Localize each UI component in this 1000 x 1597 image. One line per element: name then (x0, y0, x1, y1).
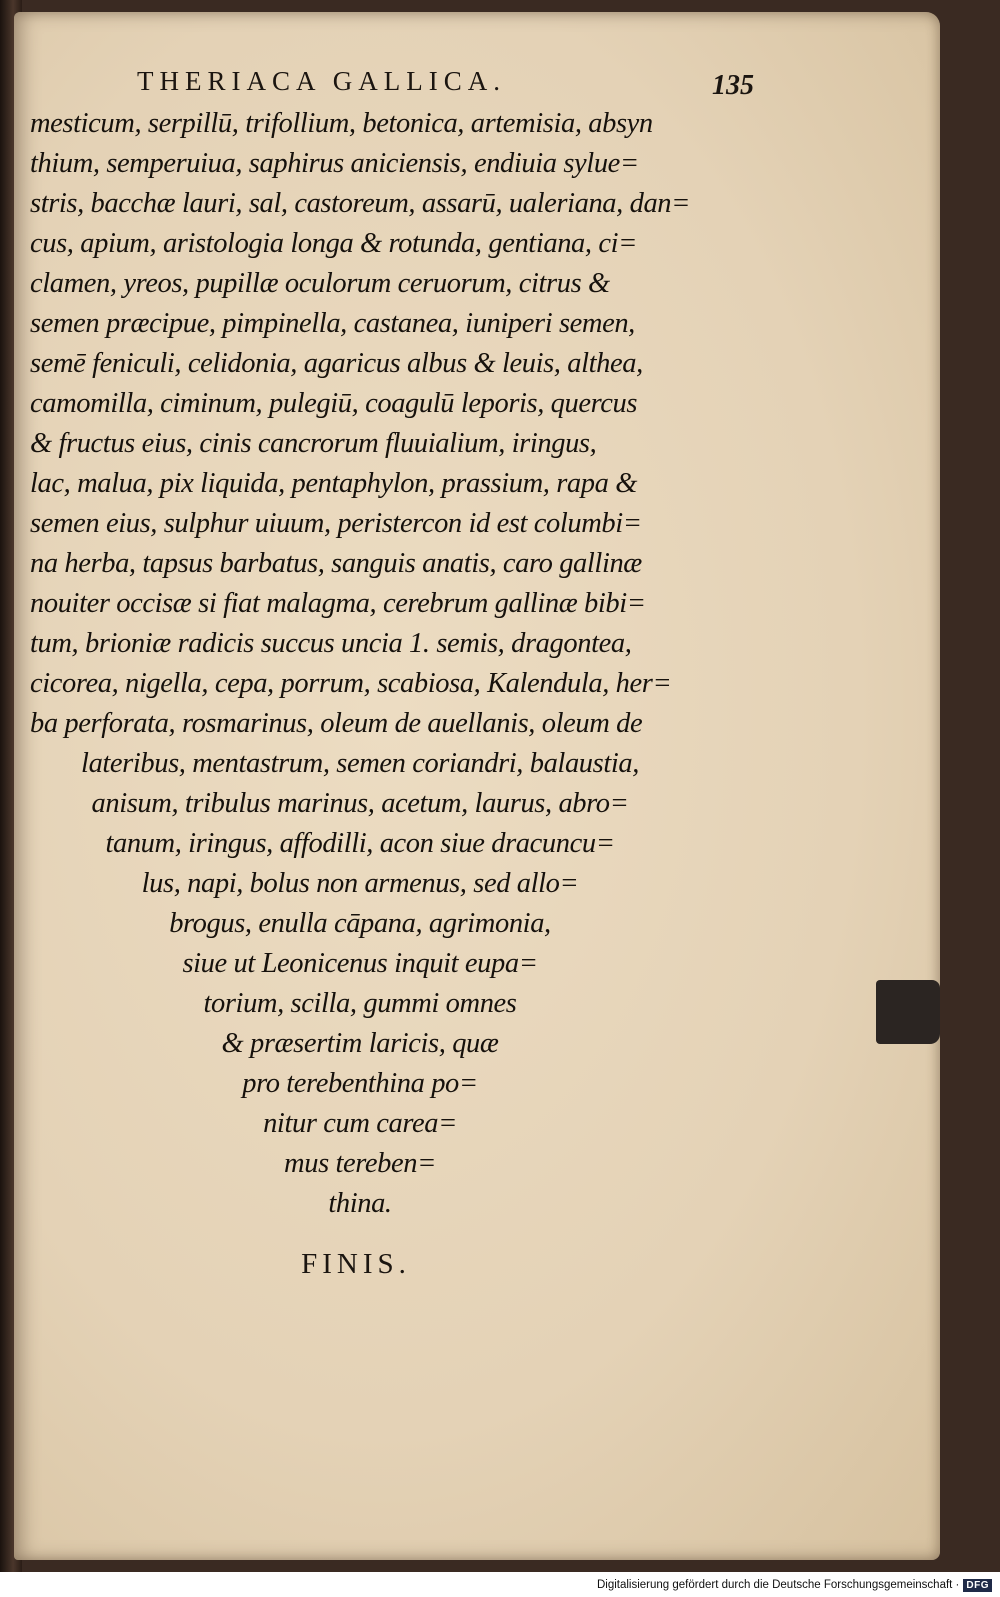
text-line: camomilla, ciminum, pulegiū, coagulū leporis, quercus (30, 388, 638, 419)
text-line: tanum, iringus, affodilli, acon siue dracuncu= (105, 828, 615, 859)
text-line: torium, scilla, gummi omnes (203, 988, 517, 1019)
text-line: brogus, enulla cāpana, agrimonia, (169, 908, 551, 939)
text-line: siue ut Leonicenus inquit eupa= (182, 948, 538, 979)
running-head: THERIACA GALLICA. (137, 66, 506, 96)
finis-colophon: FINIS. (301, 1248, 411, 1280)
text-line: semen præcipue, pimpinella, castanea, iuniperi semen, (30, 308, 635, 339)
text-line: anisum, tribulus marinus, acetum, laurus, abro= (91, 788, 629, 819)
page-tab-marker (876, 980, 940, 1044)
text-line: & præsertim laricis, quæ (221, 1028, 499, 1059)
text-line: clamen, yreos, pupillæ oculorum ceruorum, citrus & (30, 268, 610, 299)
text-line: lateribus, mentastrum, semen coriandri, balaustia, (81, 748, 639, 779)
text-line: nitur cum carea= (263, 1108, 457, 1139)
text-line: thium, semperuiua, saphirus aniciensis, endiuia sylue= (30, 148, 639, 179)
text-line: & fructus eius, cinis cancrorum fluuialium, iringus, (30, 428, 597, 459)
credit-text: Digitalisierung gefördert durch die Deutsche Forschungsgemeinschaft · (596, 1579, 960, 1591)
text-line: cicorea, nigella, cepa, porrum, scabiosa, Kalendula, her= (30, 668, 672, 699)
text-line: cus, apium, aristologia longa & rotunda, gentiana, ci= (30, 228, 637, 259)
text-line: stris, bacchæ lauri, sal, castoreum, assarū, ualeriana, dan= (30, 188, 690, 219)
text-line: tum, brioniæ radicis succus uncia 1. semis, dragontea, (30, 628, 632, 659)
text-line: na herba, tapsus barbatus, sanguis anatis, caro gallinæ (30, 548, 642, 579)
text-line: semen eius, sulphur uiuum, peristercon id est columbi= (30, 508, 642, 539)
dfg-logo-icon: DFG (963, 1579, 992, 1592)
text-line: nouiter occisæ si fiat malagma, cerebrum gallinæ bibi= (30, 588, 646, 619)
text-line: lac, malua, pix liquida, pentaphylon, prassium, rapa & (30, 468, 637, 499)
text-line: ba perforata, rosmarinus, oleum de auellanis, oleum de (30, 708, 643, 739)
text-line: thina. (328, 1188, 392, 1219)
text-line: lus, napi, bolus non armenus, sed allo= (141, 868, 579, 899)
text-line: pro terebenthina po= (242, 1068, 478, 1099)
page-number: 135 (712, 70, 754, 101)
text-line: semē feniculi, celidonia, agaricus albus & leuis, althea, (30, 348, 643, 379)
text-line: mesticum, serpillū, trifollium, betonica, artemisia, absyn (30, 108, 653, 139)
text-line: mus tereben= (284, 1148, 436, 1179)
body-text (30, 104, 690, 1224)
digitization-credit (597, 1575, 992, 1595)
